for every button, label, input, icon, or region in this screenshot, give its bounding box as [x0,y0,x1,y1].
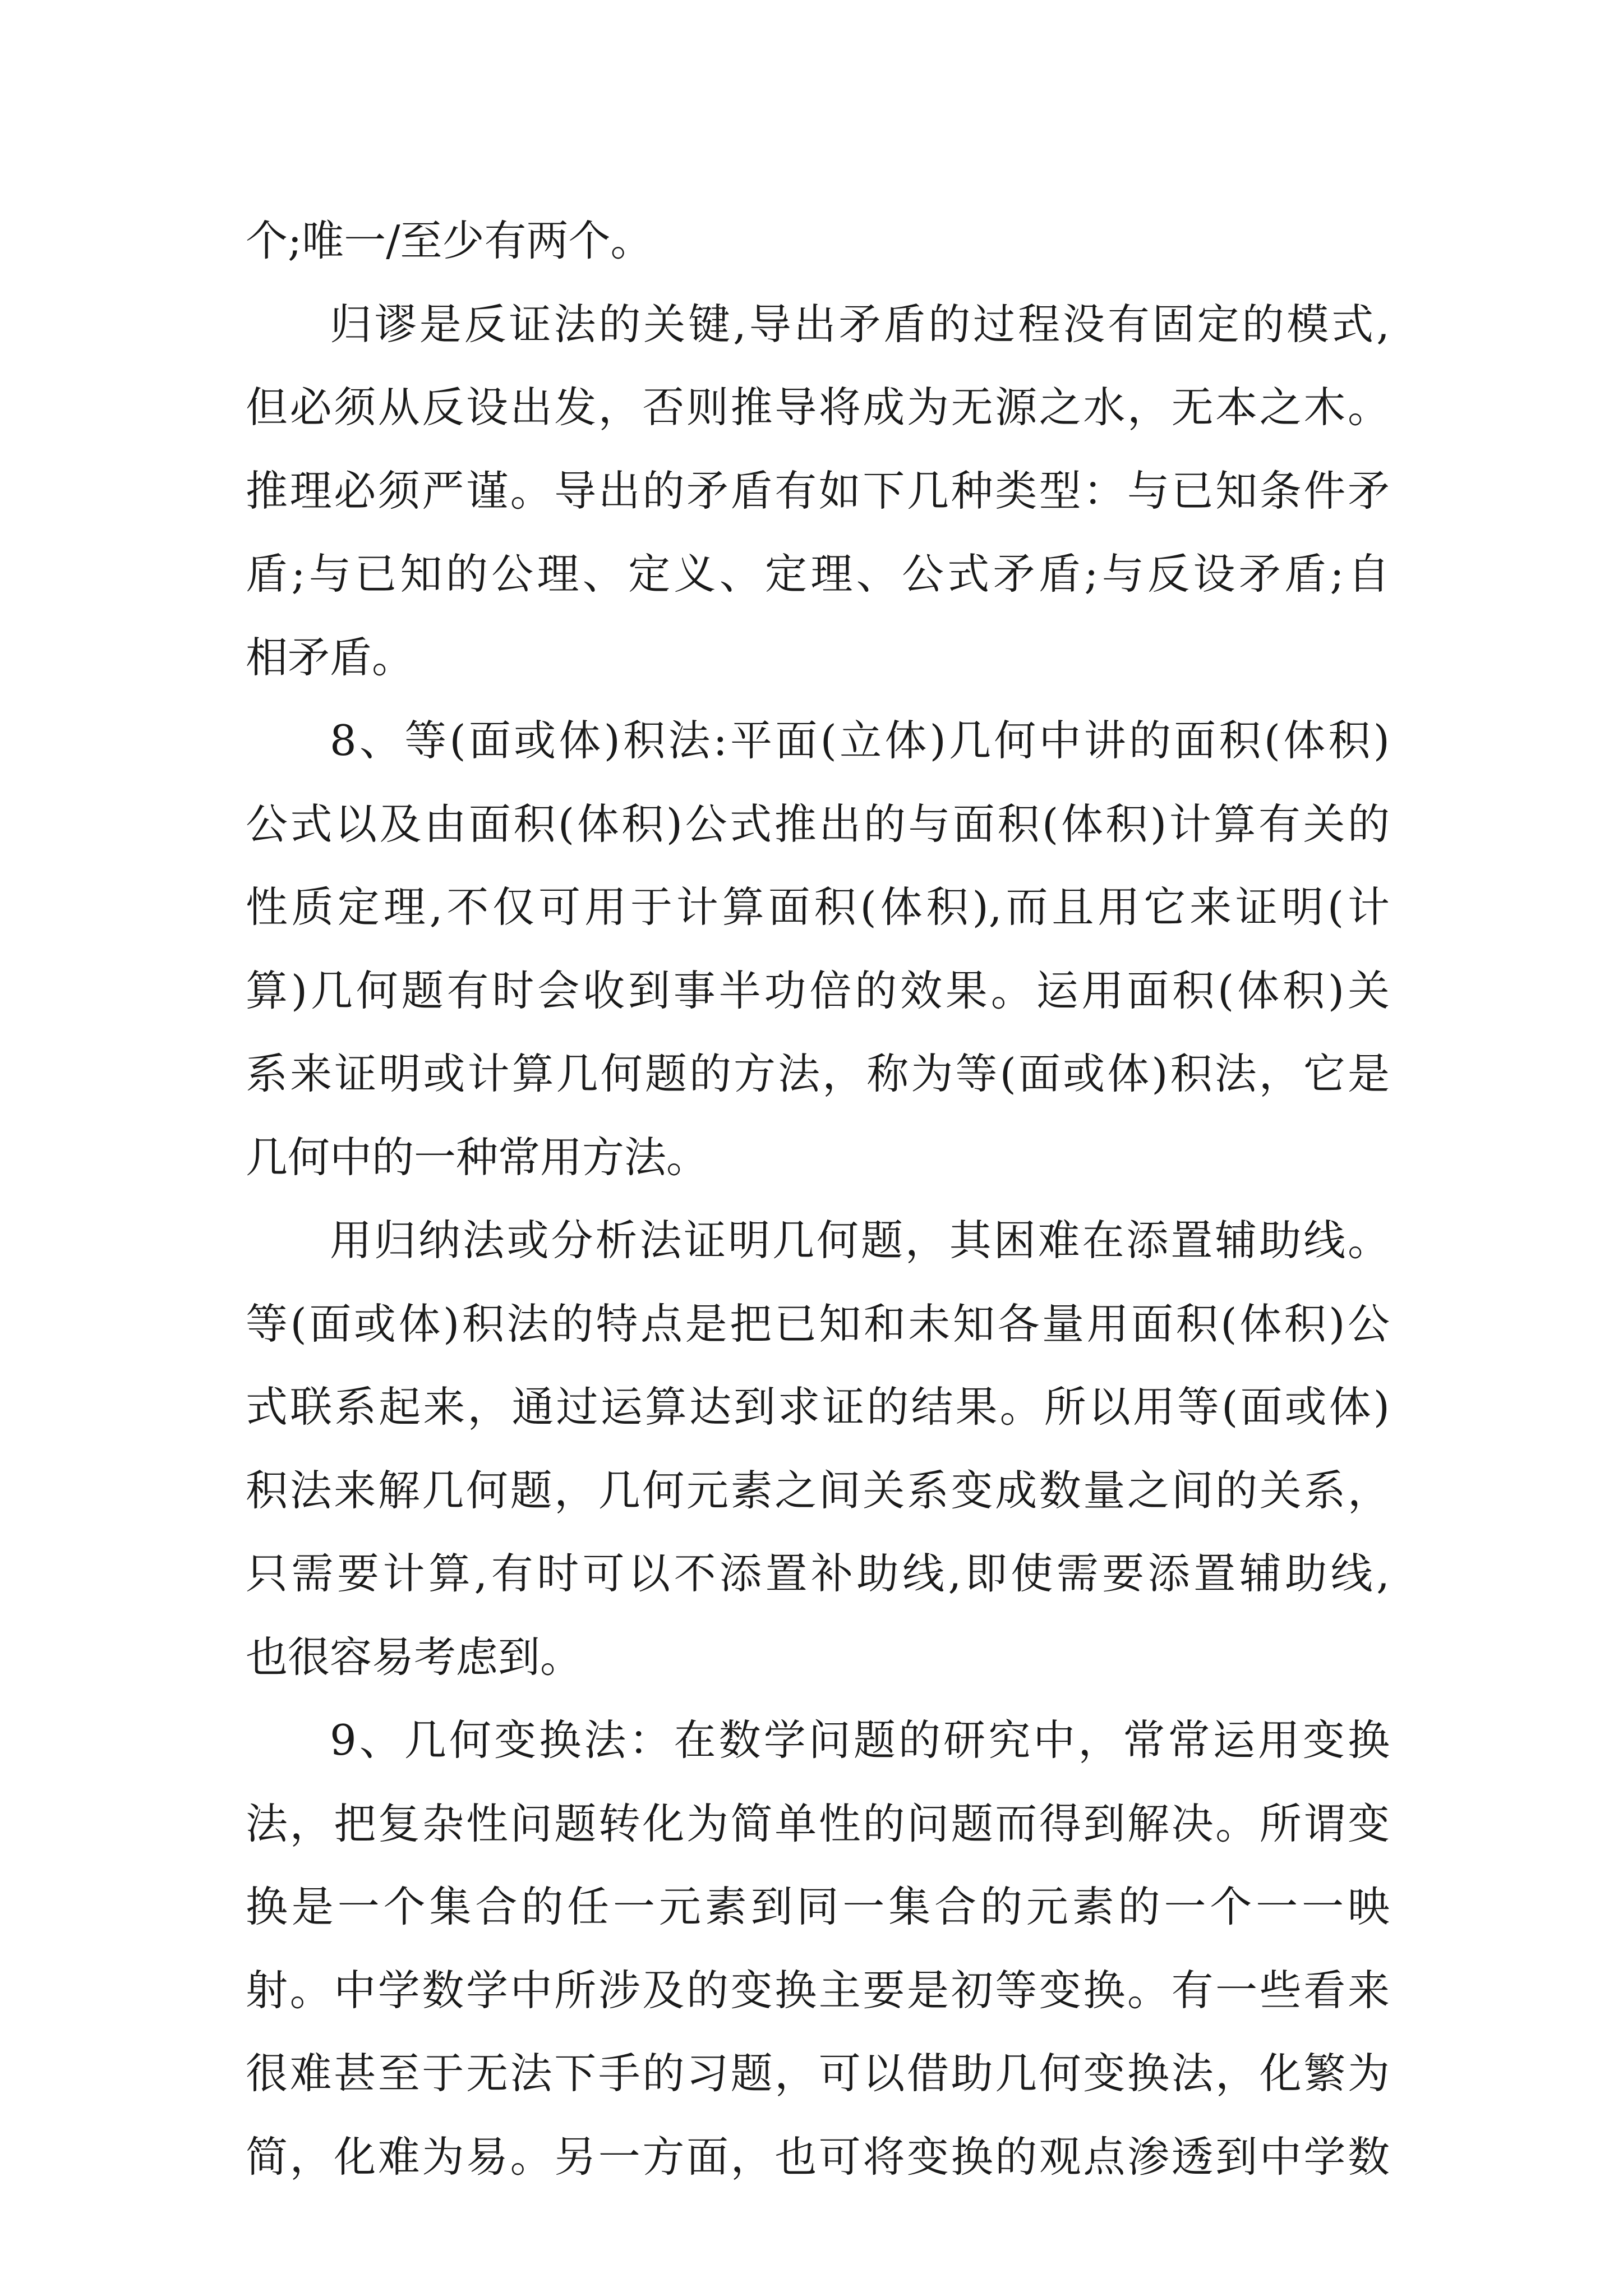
text-line: 换是一个集合的任一元素到同一集合的元素的一个一一映 [246,1882,1390,1931]
text-line: 法，把复杂性问题转化为简单性的问题而得到解决。所谓变 [246,1798,1390,1848]
text-line: 推理必须严谨。导出的矛盾有如下几种类型：与已知条件矛 [246,466,1390,516]
paragraph-start-line: 8、等(面或体)积法:平面(立体)几何中讲的面积(体积) [330,716,1390,765]
text-line: 公式以及由面积(体积)公式推出的与面积(体积)计算有关的 [246,799,1390,849]
body-text [246,199,1390,2198]
text-line: 等(面或体)积法的特点是把已知和未知各量用面积(体积)公 [246,1299,1390,1349]
text-line: 很难甚至于无法下手的习题，可以借助几何变换法，化繁为 [246,2049,1390,2098]
text-line: 只需要计算,有时可以不添置补助线,即使需要添置辅助线, [246,1549,1390,1598]
text-line: 射。中学数学中所涉及的变换主要是初等变换。有一些看来 [246,1965,1390,2015]
text-line: 算)几何题有时会收到事半功倍的效果。运用面积(体积)关 [246,965,1390,1015]
text-line: 几何中的一种常用方法。 [246,1132,709,1182]
text-line: 也很容易考虑到。 [246,1632,583,1682]
paragraph-start-line: 用归纳法或分析法证明几何题，其困难在添置辅助线。 [330,1216,1390,1265]
paragraph-start-line: 9、几何变换法：在数学问题的研究中，常常运用变换 [330,1715,1390,1765]
text-line: 盾;与已知的公理、定义、定理、公式矛盾;与反设矛盾;自 [246,549,1390,599]
text-line: 性质定理,不仅可用于计算面积(体积),而且用它来证明(计 [246,882,1390,932]
text-line: 个;唯一/至少有两个。 [246,216,653,265]
text-line: 但必须从反设出发，否则推导将成为无源之水，无本之木。 [246,383,1390,432]
paragraph-start-line: 归谬是反证法的关键,导出矛盾的过程没有固定的模式, [330,299,1390,349]
text-line: 积法来解几何题，几何元素之间关系变成数量之间的关系， [246,1465,1390,1515]
text-line: 系来证明或计算几何题的方法，称为等(面或体)积法，它是 [246,1049,1390,1098]
text-line: 式联系起来，通过运算达到求证的结果。所以用等(面或体) [246,1382,1390,1432]
text-line: 相矛盾。 [246,632,414,682]
text-line: 简，化难为易。另一方面，也可将变换的观点渗透到中学数 [246,2132,1390,2182]
